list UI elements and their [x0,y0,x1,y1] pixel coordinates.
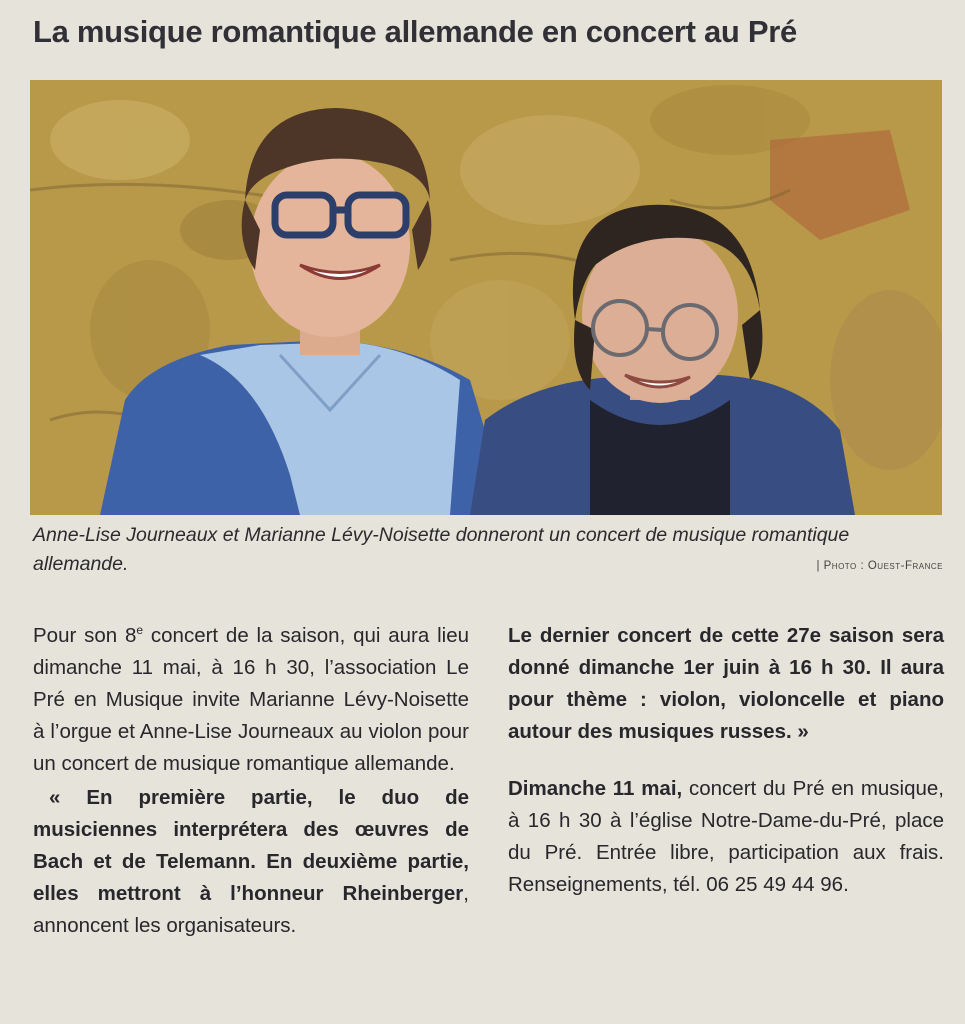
paragraph-intro: Pour son 8e concert de la saison, qui aura lieu dimanche 11 mai, à 16 h 30, l’association Le Pré en Musique invite Marianne Lévy-Noisette à l’orgue et Anne-Lise Journeaux au violon pour un concert de musique romantique allemande. [33,623,469,775]
paragraph-quote: « En première partie, le duo de musiciennes interprétera des œuvres de Bach et de Telemann. En deuxième partie, elles mettront à l’honneur Rheinberger, annoncent les organisateurs. [33,786,469,937]
photo-caption: Anne-Lise Journeaux et Marianne Lévy-Noisette donneront un concert de musique romantique allemande. [33,524,850,575]
article-column-left [33,620,469,942]
practical-info: Dimanche 11 mai, concert du Pré en musique, à 16 h 30 à l’église Notre-Dame-du-Pré, place du Pré. Entrée libre, participation aux frais. Renseignements, tél. 06 25 49 44 96. [508,777,944,896]
article-column-right [508,620,944,901]
headline: La musique romantique allemande en concert au Pré [33,14,797,49]
article-photo [30,80,942,515]
photo-credit: | Photo : Ouest-France [816,560,943,572]
photo-illustration [30,80,942,515]
paragraph-next-concert: Le dernier concert de cette 27e saison sera donné dimanche 1er juin à 16 h 30. Il aura pour thème : violon, violoncelle et piano autour des musiques russes. » [508,624,944,743]
